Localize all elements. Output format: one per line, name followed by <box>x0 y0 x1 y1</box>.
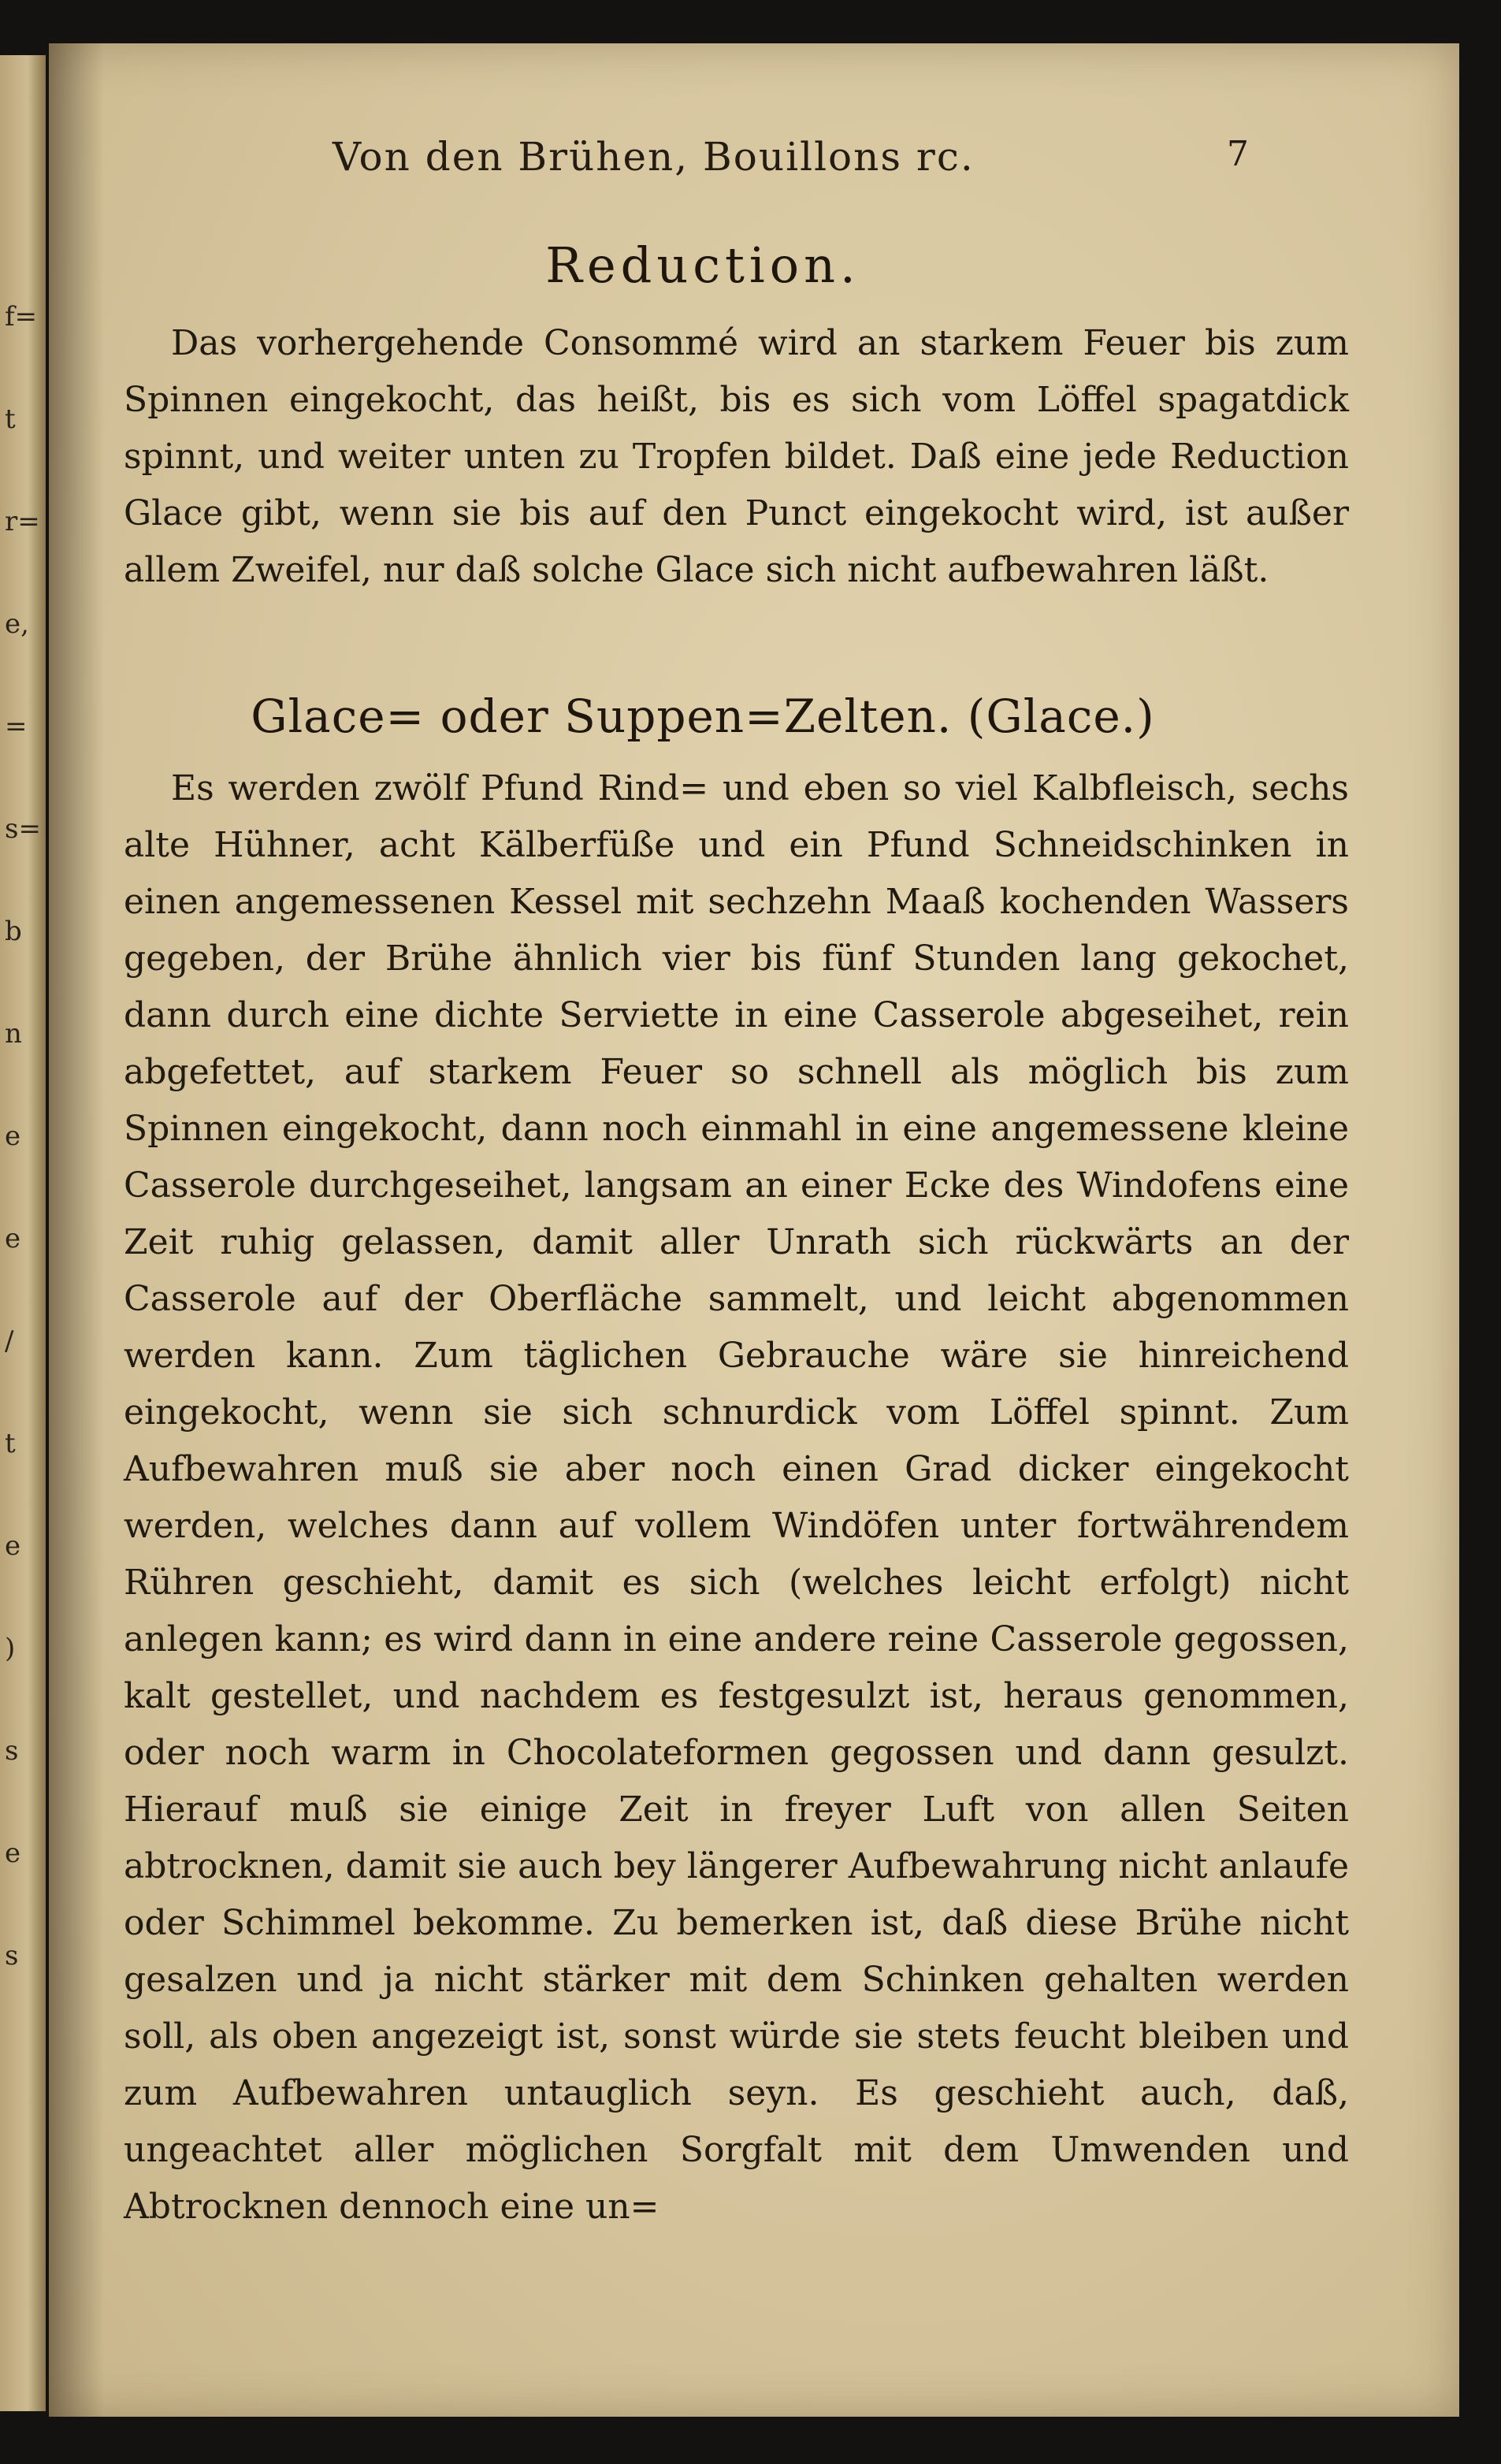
fragment: f= <box>5 301 38 333</box>
fragment: t <box>5 403 16 435</box>
fragment: s <box>5 1940 19 1972</box>
section-heading-glace: Glace= oder Suppen=Zelten. (Glace.) <box>251 689 1155 743</box>
paragraph-glace: Es werden zwölf Pfund Rind= und eben so viel Kalbfleisch, sechs alte Hühner, acht Kälberfüße und ein Pfund Schneidschinken in einen angemessenen Kessel mit sechzehn Maaß kochenden Wassers gegeben, der Brühe ähnlich vier bis fünf Stunden lang gekochet, dann durch eine dichte Serviette in eine Casserole abgeseihet, rein abgefettet, auf starkem Feuer so schnell als möglich bis zum Spinnen eingekocht, dann noch einmahl in eine angemessene kleine Casserole durchgeseihet, langsam an einer Ecke des Windofens eine Zeit ruhig gelassen, damit aller Unrath sich rückwärts an der Casserole auf der Oberfläche sammelt, und leicht abgenommen werden kann. Zum täglichen Gebrauche wäre sie hinreichend eingekocht, wenn sie sich schnurdick vom Löffel spinnt. Zum Aufbewahren muß sie aber noch einen Grad dicker eingekocht werden, welches dann auf vollem Windöfen unter fortwährendem Rühren geschieht, damit es sich (welches leicht erfolgt) nicht anlegen kann; es wird dann in eine andere reine Casserole gegossen, kalt gestellet, und nachdem es festgesulzt ist, heraus genommen, oder noch warm in Chocolateformen gegossen und dann gesulzt. Hierauf muß sie einige Zeit in freyer Luft von allen Seiten abtrocknen, damit sie auch bey längerer Aufbewahrung nicht anlaufe oder Schimmel bekomme. Zu bemerken ist, daß diese Brühe nicht gesalzen und ja nicht stärker mit dem Schinken gehalten werden soll, als oben angezeigt ist, sonst würde sie stets feucht bleiben und zum Aufbewahren untauglich seyn. Es geschieht auch, daß, ungeachtet aller möglichen Sorgfalt mit dem Umwenden und Abtrocknen dennoch eine un= <box>124 768 1349 2227</box>
gutter-shadow <box>49 43 104 2417</box>
fragment: b <box>5 916 22 947</box>
section-heading-reduction: Reduction. <box>545 236 860 294</box>
fragment: ) <box>5 1633 16 1664</box>
facing-page-fragments <box>5 292 41 2033</box>
facing-page-edge <box>0 55 46 2411</box>
running-head: Von den Brühen, Bouillons rc. <box>333 134 975 180</box>
fragment: e <box>5 1838 21 1869</box>
fragment: / <box>5 1325 14 1357</box>
fragment: s <box>5 1735 19 1767</box>
book-page <box>49 43 1459 2417</box>
fragment: e <box>5 1223 21 1254</box>
fragment: e <box>5 1530 21 1562</box>
paragraph-reduction: Das vorhergehende Consommé wird an starkem Feuer bis zum Spinnen eingekocht, das heißt, bis es sich vom Löffel spagatdick spinnt, und weiter unten zu Tropfen bildet. Daß eine jede Reduction Glace gibt, wenn sie bis auf den Punct eingekocht wird, ist außer allem Zweifel, nur daß solche Glace sich nicht aufbewahren läßt. <box>124 323 1349 590</box>
fragment: r= <box>5 506 40 537</box>
page-number: 7 <box>1227 134 1249 174</box>
fragment: n <box>5 1018 22 1050</box>
fragment: e <box>5 1121 21 1152</box>
fragment: e, <box>5 608 29 640</box>
fragment: = <box>5 711 28 742</box>
fragment: s= <box>5 813 41 845</box>
fragment: t <box>5 1428 16 1459</box>
